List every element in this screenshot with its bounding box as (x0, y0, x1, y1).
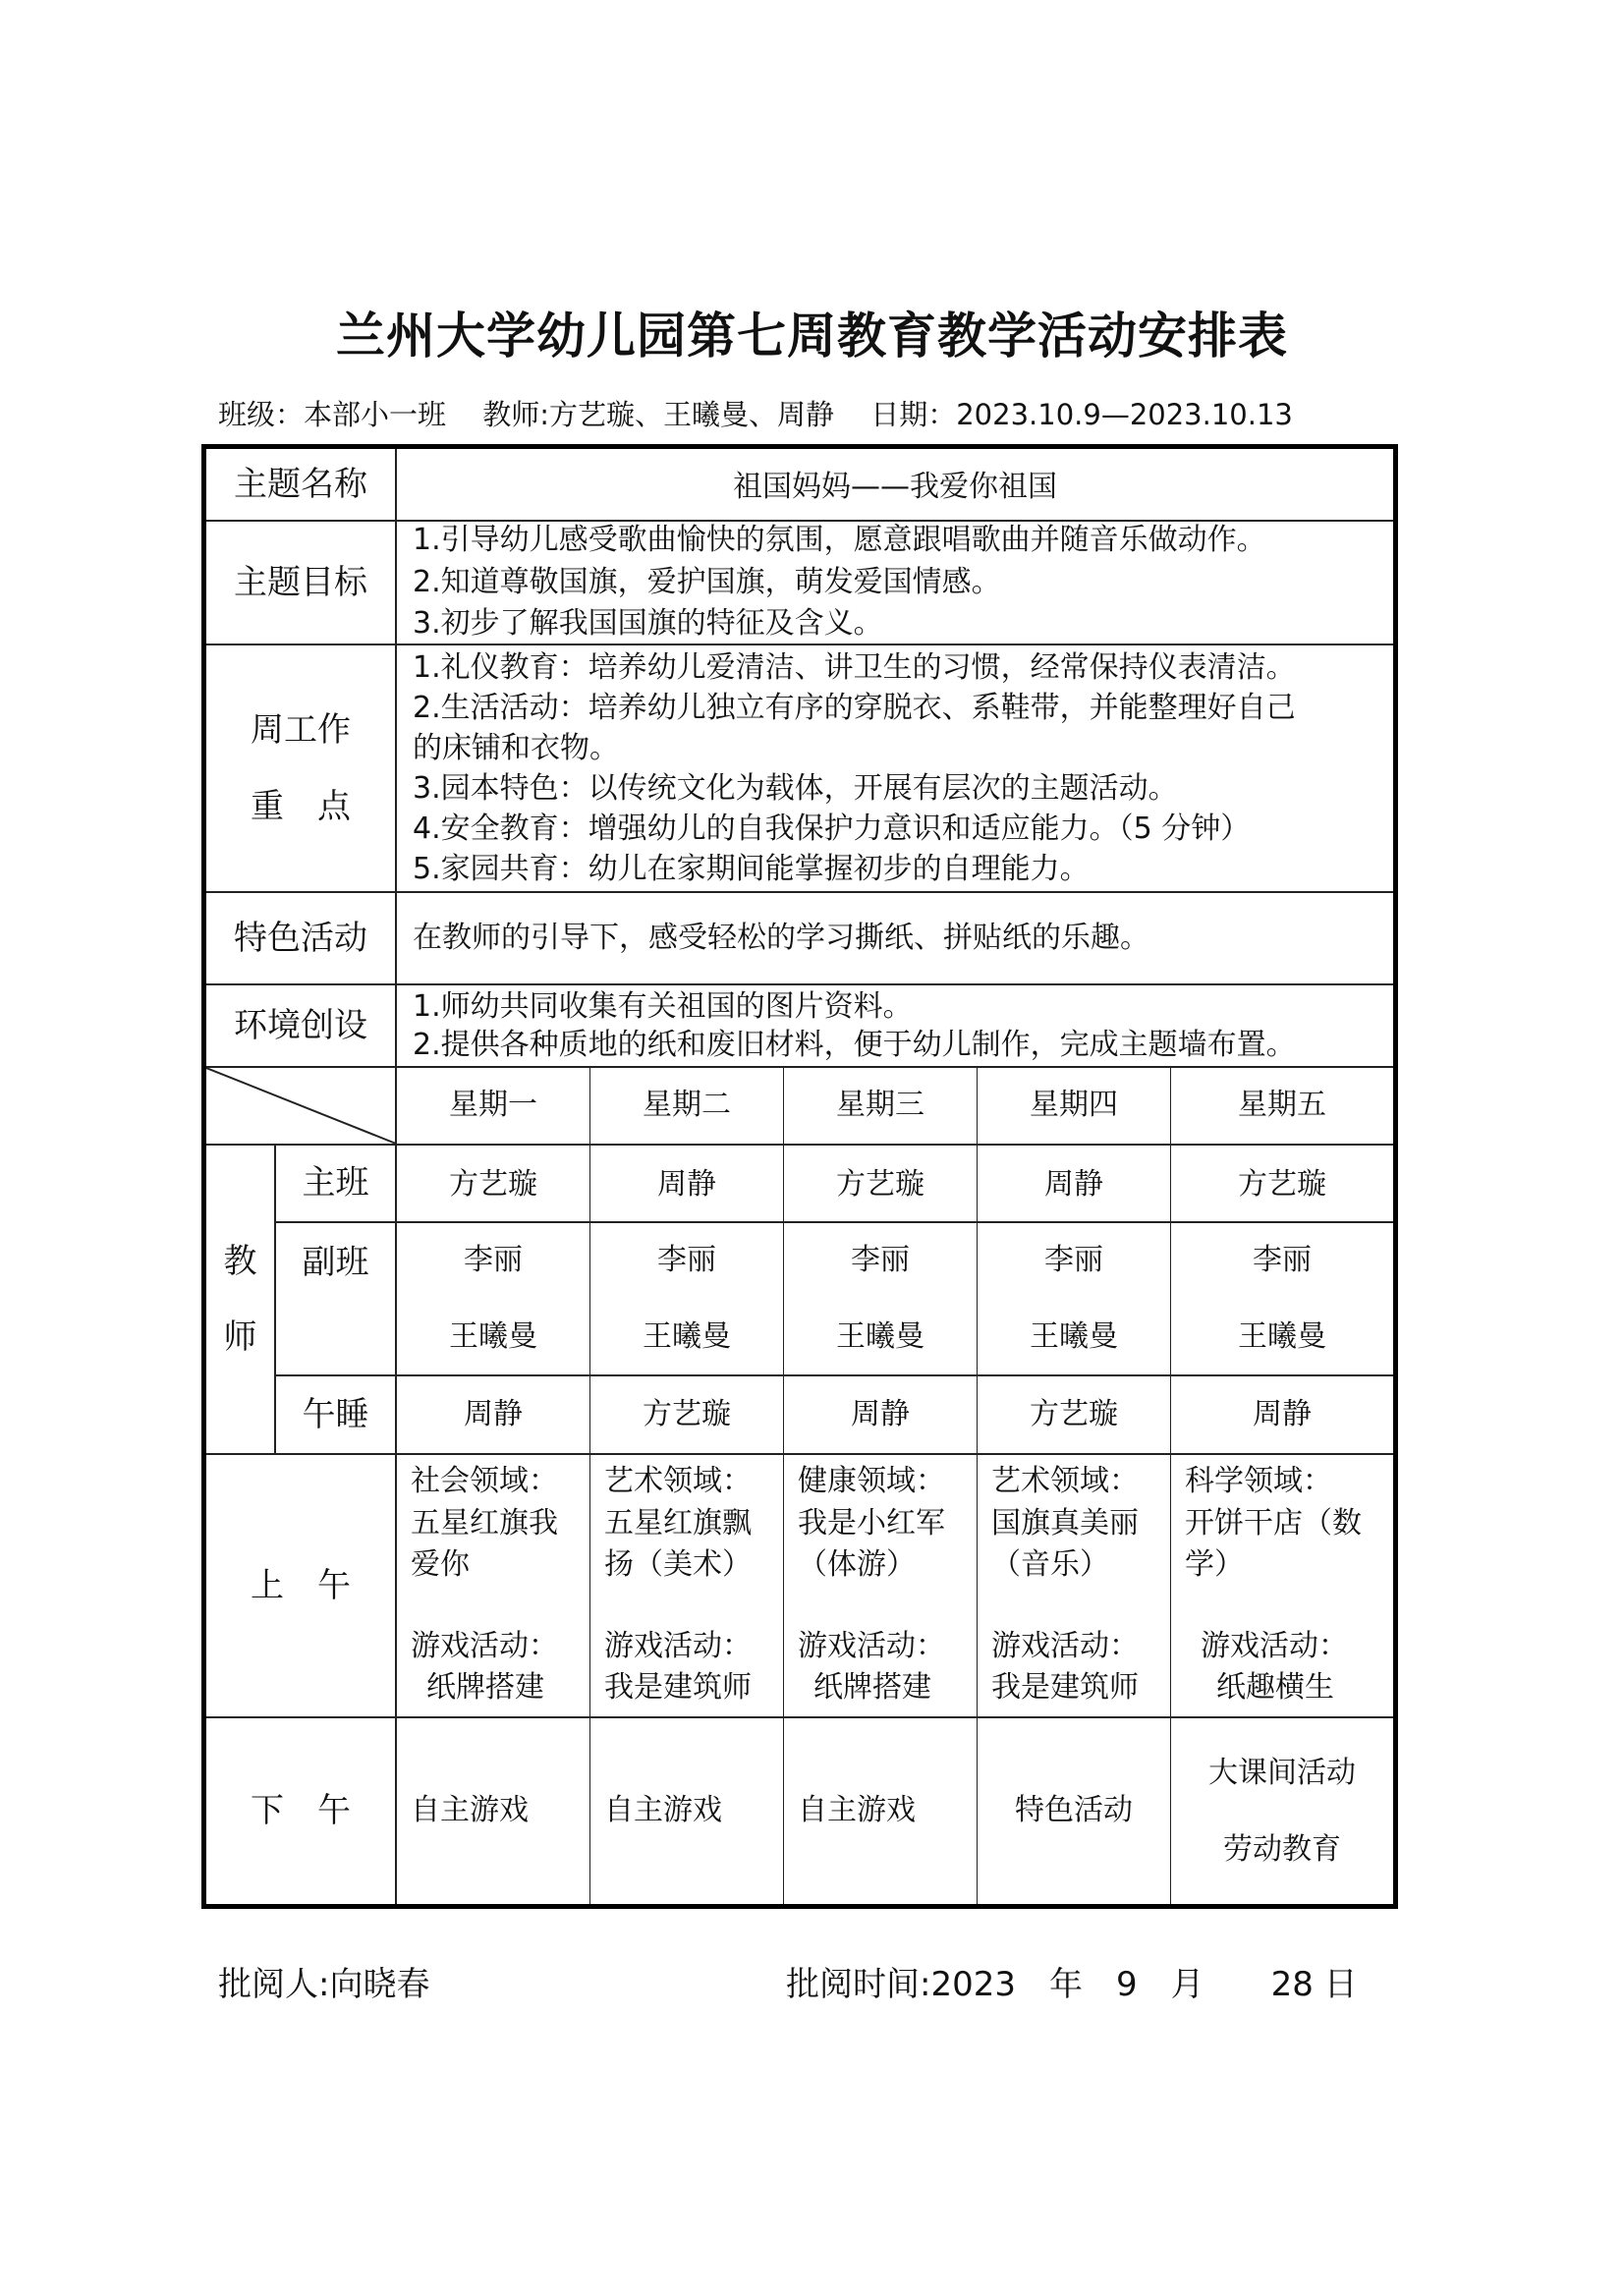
theme-name-value: 祖国妈妈——我爱你祖国 (733, 469, 1057, 504)
assistant-name-2: 王曦曼 (1030, 1319, 1118, 1354)
class-info: 班级：本部小一班 (218, 398, 447, 431)
teacher-group-label (206, 1146, 274, 1453)
morning-lesson: 五星红旗我 (411, 1505, 558, 1540)
morning-game: 纸牌搭建 (813, 1670, 931, 1706)
assistant-fri (1171, 1223, 1393, 1374)
focus-item: 2.生活活动：培养幼儿独立有序的穿脱衣、系鞋带，并能整理好自己 (413, 690, 1296, 725)
afternoon-fri (1171, 1718, 1393, 1904)
goal-item: 1.引导幼儿感受歌曲愉快的氛围，愿意跟唱歌曲并随音乐做动作。 (413, 523, 1266, 558)
main-teacher-mon: 方艺璇 (449, 1167, 537, 1203)
morning-lesson: （体游） (798, 1547, 916, 1583)
theme-goals-list (397, 522, 1393, 644)
main-teacher-label: 主班 (302, 1163, 369, 1204)
assistant-name-1: 李丽 (1044, 1243, 1103, 1277)
assistant-mon (397, 1223, 589, 1374)
day-header-wed: 星期三 (836, 1088, 924, 1123)
review-time: 批阅时间:2023 年 9 月 28 日 (786, 1965, 1358, 2004)
main-teacher-fri: 方艺璇 (1238, 1167, 1326, 1203)
morning-domain: 艺术领域： (604, 1464, 752, 1498)
morning-wed (784, 1455, 977, 1716)
morning-game: 我是建筑师 (991, 1670, 1139, 1706)
weekly-focus-label-line2: 重 点 (251, 787, 351, 826)
assistant-name-1: 李丽 (851, 1243, 910, 1277)
theme-goals-label: 主题目标 (234, 562, 367, 602)
teachers-info: 教师:方艺璇、王曦曼、周静 (482, 398, 835, 431)
morning-game: 我是建筑师 (604, 1670, 752, 1706)
main-teacher-thu: 周静 (1044, 1167, 1103, 1203)
morning-lesson: 扬（美术） (604, 1547, 752, 1583)
assistant-name-2: 王曦曼 (836, 1319, 924, 1354)
assistant-name-1: 李丽 (1253, 1243, 1312, 1277)
morning-game-label: 游戏活动： (604, 1628, 752, 1663)
diagonal-header-line (206, 1066, 397, 1145)
nap-mon: 周静 (464, 1396, 523, 1431)
teacher-group-label-1: 教 (223, 1242, 257, 1281)
goal-item: 3.初步了解我国国旗的特征及含义。 (413, 606, 883, 642)
morning-domain: 科学领域： (1185, 1464, 1332, 1498)
morning-tue (590, 1455, 783, 1716)
nap-thu: 方艺璇 (1030, 1396, 1118, 1431)
assistant-thu (978, 1223, 1170, 1374)
environment-list (397, 985, 1393, 1066)
nap-fri: 周静 (1253, 1396, 1312, 1431)
morning-game-label: 游戏活动： (411, 1628, 558, 1663)
morning-label: 上 午 (251, 1565, 351, 1605)
special-activity-label: 特色活动 (234, 918, 367, 958)
teacher-group-label-2: 师 (223, 1316, 257, 1357)
afternoon-thu: 特色活动 (1015, 1793, 1133, 1828)
morning-lesson: 我是小红军 (798, 1505, 945, 1540)
assistant-label: 副班 (302, 1242, 369, 1282)
assistant-name-2: 王曦曼 (1238, 1319, 1326, 1354)
morning-game-label: 游戏活动： (1201, 1628, 1348, 1663)
goal-item: 2.知道尊敬国旗，爱护国旗，萌发爱国情感。 (413, 564, 1001, 599)
page-title: 兰州大学幼儿园第七周教育教学活动安排表 (336, 308, 1288, 364)
morning-mon (397, 1455, 589, 1716)
nap-wed: 周静 (851, 1396, 910, 1431)
environment-item: 2.提供各种质地的纸和废旧材料，便于幼儿制作，完成主题墙布置。 (413, 1028, 1296, 1062)
nap-label: 午睡 (302, 1394, 369, 1434)
afternoon-label: 下 午 (251, 1791, 351, 1831)
afternoon-mon: 自主游戏 (411, 1793, 529, 1828)
morning-game: 纸牌搭建 (426, 1670, 544, 1706)
main-teacher-wed: 方艺璇 (836, 1167, 924, 1203)
focus-item: 3.园本特色：以传统文化为载体，开展有层次的主题活动。 (413, 771, 1178, 806)
meta-line (218, 393, 1293, 433)
afternoon-fri-line2: 劳动教育 (1223, 1831, 1341, 1867)
main-teacher-tue: 周静 (657, 1167, 716, 1203)
focus-item: 5.家园共育：幼儿在家期间能掌握初步的自理能力。 (413, 852, 1090, 887)
reviewer: 批阅人:向晓春 (218, 1965, 430, 2004)
weekly-focus-label-line1: 周工作 (251, 709, 351, 750)
date-info: 日期：2023.10.9—2023.10.13 (870, 398, 1293, 431)
day-header-tue: 星期二 (643, 1088, 731, 1123)
morning-thu (978, 1455, 1170, 1716)
morning-lesson: （音乐） (991, 1547, 1109, 1583)
environment-label: 环境创设 (234, 1005, 367, 1045)
environment-item: 1.师幼共同收集有关祖国的图片资料。 (413, 989, 913, 1024)
schedule-table (201, 444, 1398, 1909)
assistant-name-2: 王曦曼 (449, 1319, 537, 1354)
nap-tue: 方艺璇 (643, 1396, 731, 1431)
morning-domain: 艺术领域： (991, 1464, 1139, 1498)
afternoon-wed: 自主游戏 (798, 1793, 916, 1828)
assistant-tue (590, 1223, 783, 1374)
weekly-focus-label (206, 645, 395, 891)
theme-name-label: 主题名称 (234, 464, 367, 504)
morning-game-label: 游戏活动： (798, 1628, 945, 1663)
morning-game: 纸趣横生 (1216, 1670, 1334, 1706)
focus-item: 1.礼仪教育：培养幼儿爱清洁、讲卫生的习惯，经常保持仪表清洁。 (413, 649, 1296, 685)
focus-item: 的床铺和衣物。 (413, 730, 619, 765)
morning-lesson: 爱你 (411, 1547, 470, 1583)
day-header-thu: 星期四 (1030, 1088, 1118, 1123)
day-header-mon: 星期一 (449, 1088, 537, 1123)
afternoon-fri-line1: 大课间活动 (1208, 1755, 1356, 1790)
morning-fri (1171, 1455, 1393, 1716)
assistant-wed (784, 1223, 977, 1374)
morning-lesson: 学） (1185, 1547, 1244, 1583)
morning-lesson: 国旗真美丽 (991, 1505, 1139, 1540)
special-activity-value: 在教师的引导下，感受轻松的学习撕纸、拼贴纸的乐趣。 (413, 920, 1149, 955)
morning-domain: 健康领域： (798, 1464, 945, 1498)
morning-domain: 社会领域： (411, 1464, 558, 1498)
assistant-name-1: 李丽 (464, 1243, 523, 1277)
focus-item: 4.安全教育：增强幼儿的自我保护力意识和适应能力。（5 分钟） (413, 812, 1251, 847)
weekly-focus-list (397, 645, 1393, 891)
afternoon-tue: 自主游戏 (604, 1793, 722, 1828)
assistant-name-2: 王曦曼 (643, 1319, 731, 1354)
day-header-fri: 星期五 (1238, 1088, 1326, 1123)
morning-lesson: 五星红旗飘 (604, 1505, 752, 1540)
assistant-name-1: 李丽 (657, 1243, 716, 1277)
morning-lesson: 开饼干店（数 (1185, 1505, 1362, 1540)
morning-game-label: 游戏活动： (991, 1628, 1139, 1663)
